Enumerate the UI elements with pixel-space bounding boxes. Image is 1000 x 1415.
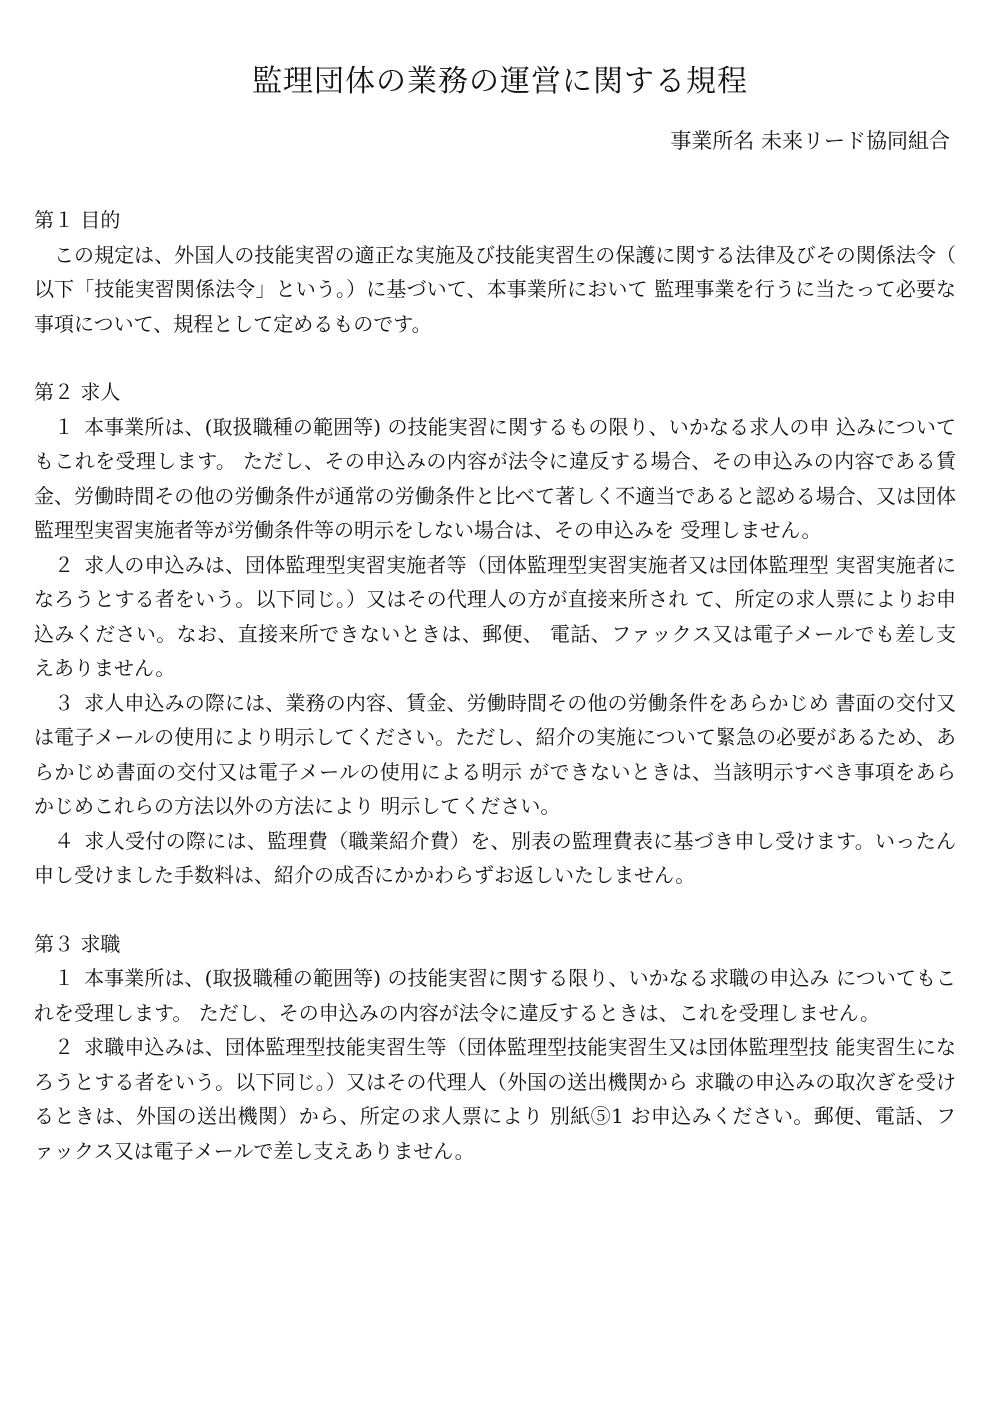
document-title: 監理団体の業務の運営に関する規程	[252, 64, 748, 99]
paragraph-text: この規定は、外国人の技能実習の適正な実施及び技能実習生の保護に関する法律及びその関係法令（以下「技能実習関係法令」という。）に基づいて、本事業所において 監理事業を行うに当たって必要な事項について、規程として定めるものです。	[34, 242, 956, 336]
paragraph-text: 求人申込みの際には、業務の内容、賃金、労働時間その他の労働条件をあらかじめ 書面の交付又は電子メールの使用により明示してください。ただし、紹介の実施について緊急の必要があるため、あらかじめ書面の交付又は電子メールの使用による明示 ができないときは、当該明示すべき事項をあらかじめこれらの方法以外の方法により 明示してください。	[34, 690, 957, 818]
paragraph	[34, 961, 956, 1030]
paragraph-number: ２	[54, 1035, 75, 1059]
section-job-offers	[34, 375, 956, 893]
organization-name: 事業所名 未来リード協同組合	[670, 129, 950, 153]
section-heading: 第３ 求職	[34, 931, 121, 956]
paragraph-text: 本事業所は、(取扱職種の範囲等) の技能実習に関するもの限り、いかなる求人の申 込みについてもこれを受理します。 ただし、その申込みの内容が法令に違反する場合、その申込みの内容である賃金、労働時間その他の労働条件が通常の労働条件と比べて著しく不適当であると認める場合、又は団体監理型実習実施者等が労働条件等の明示をしない場合は、その申込みを 受理しません。	[34, 414, 957, 542]
paragraph	[34, 686, 956, 824]
paragraph-text: 求職申込みは、団体監理型技能実習生等（団体監理型技能実習生又は団体監理型技 能実習生になろうとする者をいう。以下同じ。）又はその代理人（外国の送出機関から 求職の申込みの取次ぎを受けるときは、外国の送出機関）から、所定の求人票により 別紙⑤1 お申込みください。郵便、電話、ファックス又は電子メールで差し支えありません。	[34, 1035, 957, 1163]
section-heading: 第１ 目的	[34, 208, 121, 232]
document-body	[34, 203, 956, 1168]
paragraph-number: ２	[54, 552, 75, 577]
paragraph	[34, 824, 956, 893]
section-purpose	[34, 203, 956, 341]
paragraph	[34, 1030, 956, 1168]
paragraph	[34, 548, 956, 686]
paragraph-number: １	[54, 966, 75, 990]
section-job-seekers	[34, 927, 956, 1169]
section-heading: 第２ 求人	[34, 380, 121, 404]
paragraph-number: ３	[54, 690, 75, 715]
paragraph	[34, 410, 956, 548]
paragraph-number: １	[54, 414, 75, 439]
paragraph	[34, 238, 956, 342]
paragraph-number: ４	[54, 828, 75, 853]
paragraph-text: 本事業所は、(取扱職種の範囲等) の技能実習に関する限り、いかなる求職の申込み についてもこれを受理します。 ただし、その申込みの内容が法令に違反するときは、これを受理しません。	[34, 966, 957, 1025]
paragraph-text: 求人受付の際には、監理費（職業紹介費）を、別表の監理費表に基づき申し受けます。いったん申し受けました手数料は、紹介の成否にかかわらずお返しいたしません。	[34, 828, 957, 887]
paragraph-text: 求人の申込みは、団体監理型実習実施者等（団体監理型実習実施者又は団体監理型 実習実施者になろうとする者をいう。以下同じ。）又はその代理人の方が直接来所され て、所定の求人票によりお申込みください。なお、直接来所できないときは、郵便、 電話、ファックス又は電子メールでも差し支えありません。	[34, 552, 957, 680]
